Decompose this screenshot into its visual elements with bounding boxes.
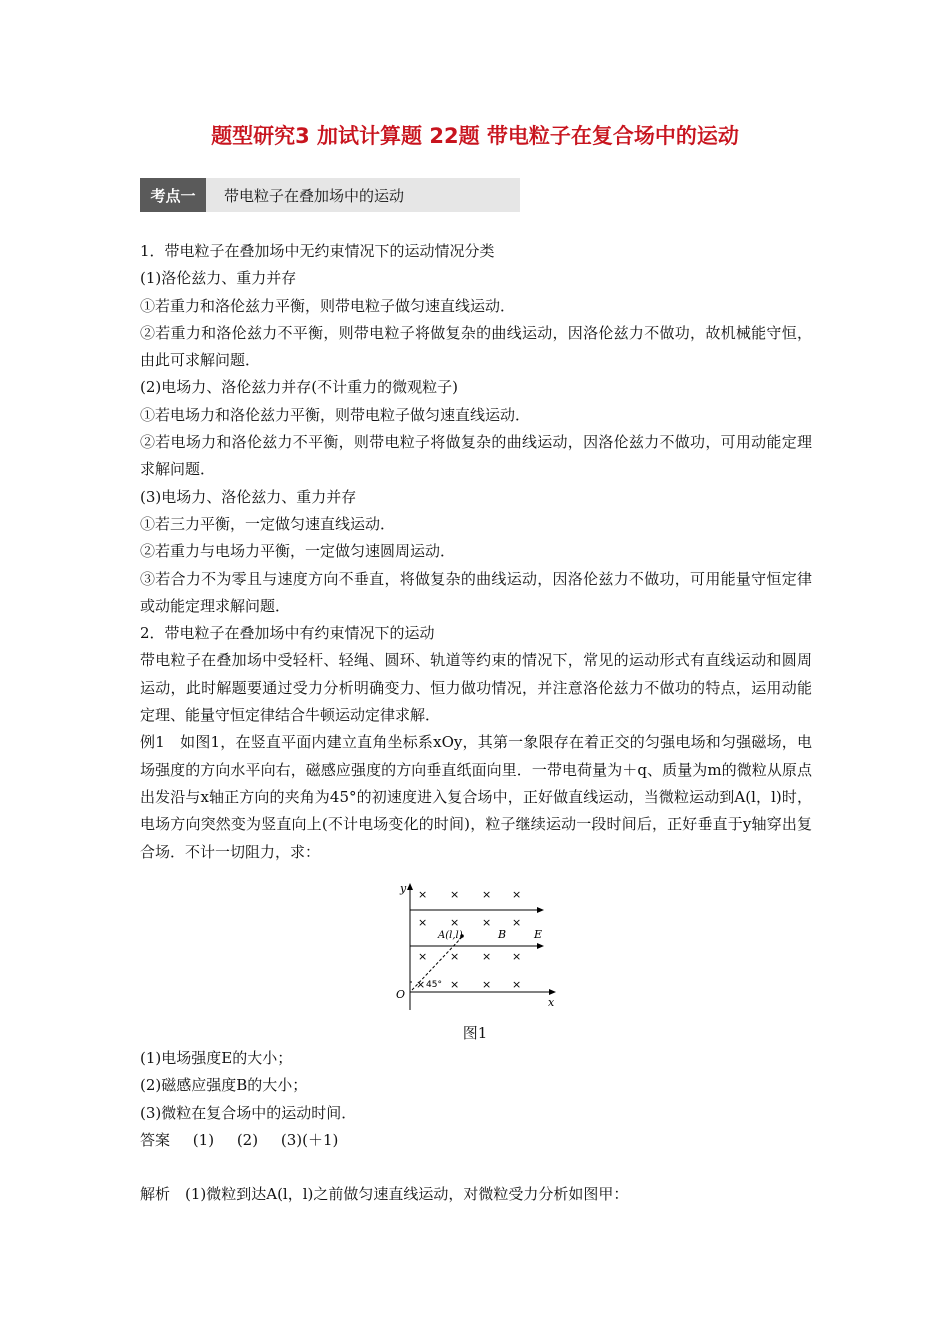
b-field-cross: ×: [450, 916, 460, 929]
paragraph: ②若重力和洛伦兹力不平衡，则带电粒子将做复杂的曲线运动，因洛伦兹力不做功，故机械能守恒，由此可求解问题．: [140, 323, 812, 370]
question: (1)电场强度E的大小；: [140, 1049, 293, 1067]
b-field-cross: ×: [450, 978, 460, 991]
e-field-label: E: [534, 928, 543, 941]
analysis-text: 解析 (1)微粒到达A(l，l)之前做匀速直线运动，对微粒受力分析如图甲：: [140, 1185, 629, 1204]
b-field-cross: ×: [482, 888, 492, 901]
origin-label: O: [396, 988, 406, 1001]
main-text: [140, 238, 812, 866]
b-field-cross: ×: [450, 888, 460, 901]
b-field-cross: ×: [512, 978, 522, 991]
paragraph: 1．带电粒子在叠加场中无约束情况下的运动情况分类: [140, 242, 495, 260]
answer-item: (1): [192, 1130, 215, 1149]
b-field-cross: ×: [418, 950, 428, 963]
b-field-cross: ×: [418, 888, 428, 901]
paragraph: 带电粒子在叠加场中受轻杆、轻绳、圆环、轨道等约束的情况下，常见的运动形式有直线运动和圆周运动，此时解题要通过受力分析明确变力、恒力做功情况，并注意洛伦兹力不做功的特点，运用动能定理、能量守恒定律结合牛顿运动定律求解．: [140, 651, 812, 725]
b-field-cross: ×: [512, 950, 522, 963]
section-tag: 考点一: [140, 178, 206, 212]
paragraph: ③若合力不为零且与速度方向不垂直，将做复杂的曲线运动，因洛伦兹力不做功，可用能量守恒定律或动能定理求解问题．: [140, 569, 812, 615]
answer-line: [140, 1127, 812, 1154]
answer-label: 答案: [140, 1130, 171, 1149]
section-header: [140, 178, 520, 212]
question: (3)微粒在复合场中的运动时间．: [140, 1103, 357, 1122]
paragraph: ①若三力平衡，一定做匀速直线运动．: [140, 514, 396, 533]
y-axis-label: y: [400, 882, 407, 895]
paragraph: 例1 如图1，在竖直平面内建立直角坐标系xOy，其第一象限存在着正交的匀强电场和匀强磁场，电场强度的方向水平向右，磁感应强度的方向垂直纸面向里．一带电荷量为＋q、质量为m的微粒从原点出发沿与x轴正方向的夹角为45°的初速度进入复合场中，正好做直线运动，当微粒运动到A(l，l)时，电场方向突然变为竖直向上(不计电场变化的时间)，粒子继续运动一段时间后，正好垂直于y轴穿出复合场．不计一切阻力，求：: [140, 733, 812, 861]
b-field-cross: ×: [512, 916, 522, 929]
paragraph: (2)电场力、洛伦兹力并存(不计重力的微观粒子): [140, 378, 458, 397]
figure-1-diagram: [392, 880, 562, 1020]
angle-label: 45°: [426, 980, 442, 990]
paragraph: (3)电场力、洛伦兹力、重力并存: [140, 487, 357, 506]
point-a-label: A(l,l): [438, 930, 463, 941]
paragraph: ②若重力与电场力平衡，一定做匀速圆周运动．: [140, 542, 456, 561]
paragraph: (1)洛伦兹力、重力并存: [140, 269, 297, 288]
x-axis-label: x: [548, 996, 555, 1009]
paragraph: 2．带电粒子在叠加场中有约束情况下的运动: [140, 624, 435, 643]
b-field-cross: ×: [416, 978, 426, 991]
figure-caption: 图1: [462, 1024, 488, 1042]
b-field-cross: ×: [418, 916, 428, 929]
point-b-label: B: [498, 928, 507, 941]
section-title: 带电粒子在叠加场中的运动: [224, 186, 405, 205]
question: (2)磁感应强度B的大小；: [140, 1076, 308, 1095]
paragraph: ①若电场力和洛伦兹力平衡，则带电粒子做匀速直线运动．: [140, 405, 531, 424]
b-field-cross: ×: [450, 950, 460, 963]
answer-item: (2): [236, 1130, 259, 1149]
b-field-cross: ×: [512, 888, 522, 901]
paragraph: ①若重力和洛伦兹力平衡，则带电粒子做匀速直线运动．: [140, 296, 516, 315]
paragraph: ②若电场力和洛伦兹力不平衡，则带电粒子将做复杂的曲线运动，因洛伦兹力不做功，可用动能定理求解问题．: [140, 433, 812, 479]
page-title: 题型研究3 加试计算题 22题 带电粒子在复合场中的运动: [211, 124, 739, 148]
b-field-cross: ×: [482, 916, 492, 929]
b-field-cross: ×: [482, 978, 492, 991]
b-field-cross: ×: [482, 950, 492, 963]
answer-item: (3)(＋1): [280, 1130, 339, 1149]
questions-and-answer: [140, 1045, 812, 1208]
